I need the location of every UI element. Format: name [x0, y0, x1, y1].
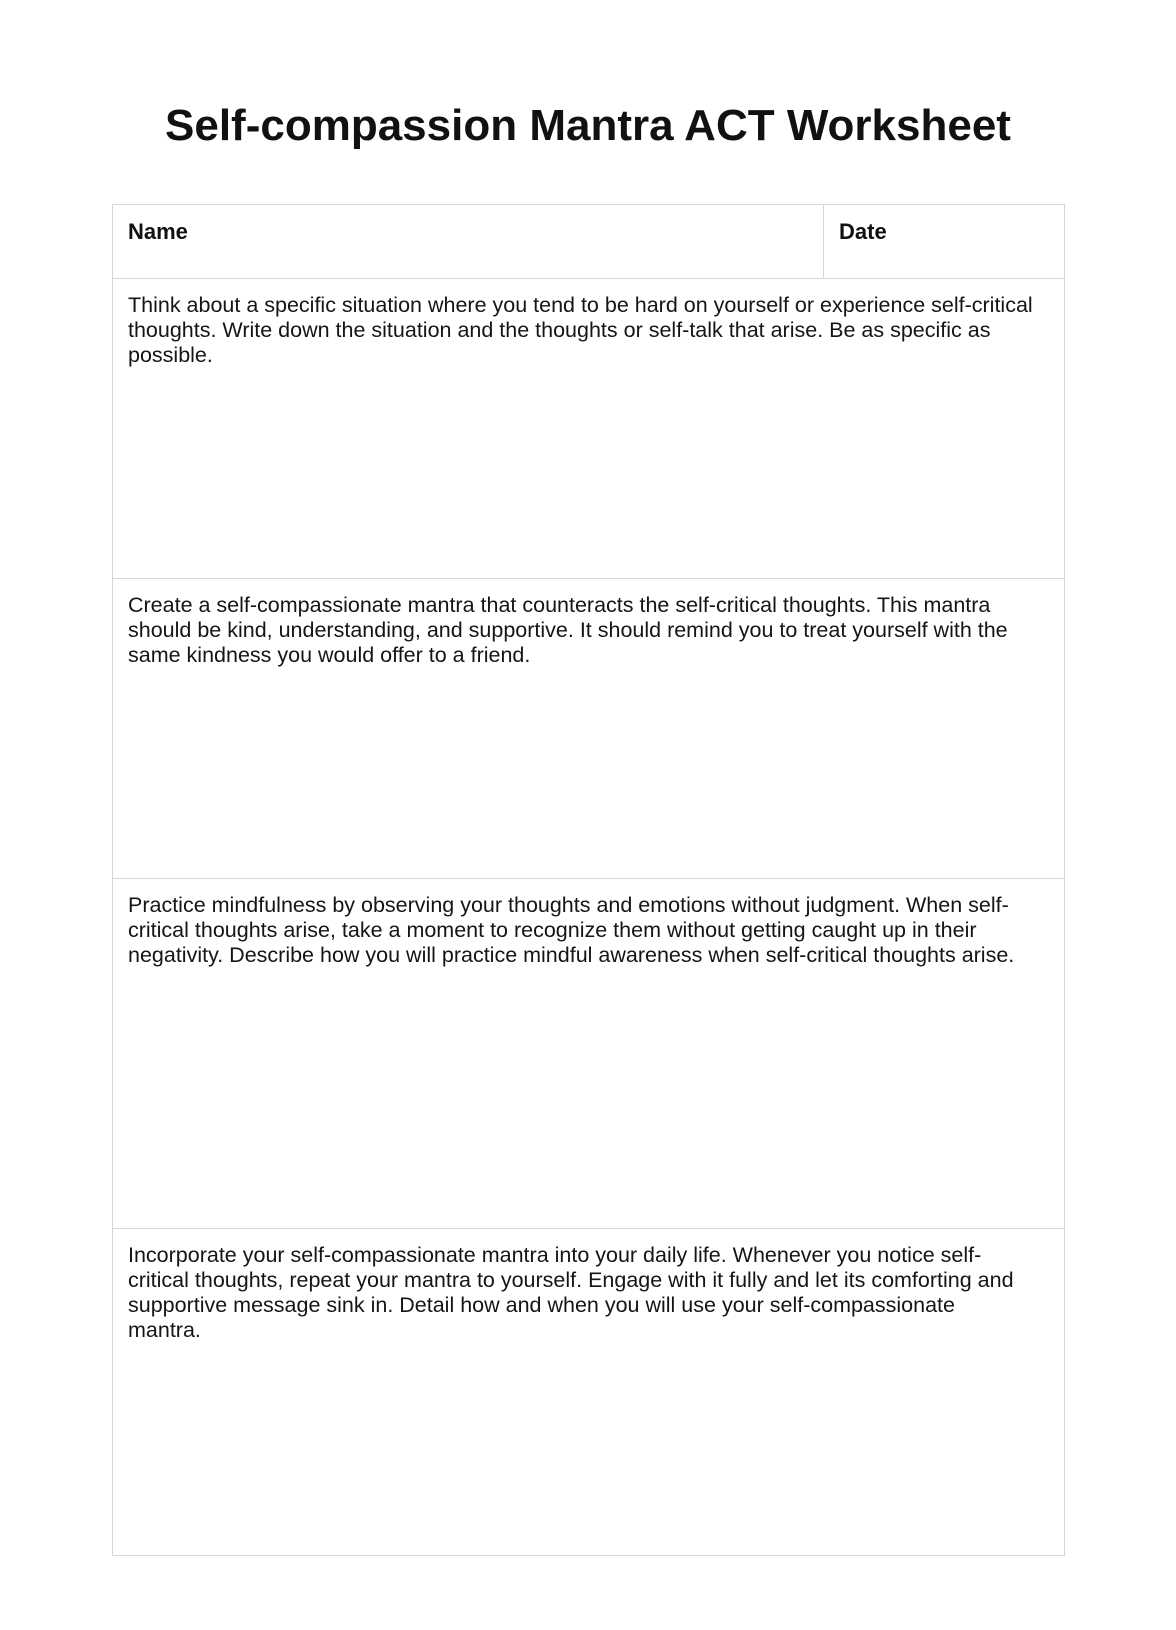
- header-row: [113, 205, 1064, 279]
- situation-response-area[interactable]: [113, 279, 1064, 579]
- mantra-prompt: Create a self-compassionate mantra that counteracts the self-critical thoughts. This mantra should be kind, understanding, and supportive. It should remind you to treat yourself with the same kindness you would offer to a friend.: [128, 593, 1008, 667]
- mindfulness-response-area[interactable]: [113, 879, 1064, 1229]
- date-label: Date: [839, 219, 887, 244]
- mantra-response-area[interactable]: [113, 579, 1064, 879]
- worksheet-table: [112, 204, 1065, 1556]
- mindfulness-prompt: Practice mindfulness by observing your thoughts and emotions without judgment. When self-critical thoughts arise, take a moment to recognize them without getting caught up in their negativity. Describe how you will practice mindful awareness when self-critical thoughts arise.: [128, 893, 1015, 967]
- name-label: Name: [128, 219, 188, 244]
- daily-life-response-area[interactable]: [113, 1229, 1064, 1555]
- daily-life-prompt: Incorporate your self-compassionate mantra into your daily life. Whenever you notice self-critical thoughts, repeat your mantra to yourself. Engage with it fully and let its comforting and supportive message sink in. Detail how and when you will use your self-compassionate mantra.: [128, 1243, 1014, 1342]
- name-field[interactable]: [113, 205, 824, 278]
- situation-prompt: Think about a specific situation where you tend to be hard on yourself or experience self-critical thoughts. Write down the situation and the thoughts or self-talk that arise. Be as specific as possible.: [128, 293, 1033, 367]
- page-title: Self-compassion Mantra ACT Worksheet: [165, 101, 1011, 150]
- date-field[interactable]: [824, 205, 1064, 278]
